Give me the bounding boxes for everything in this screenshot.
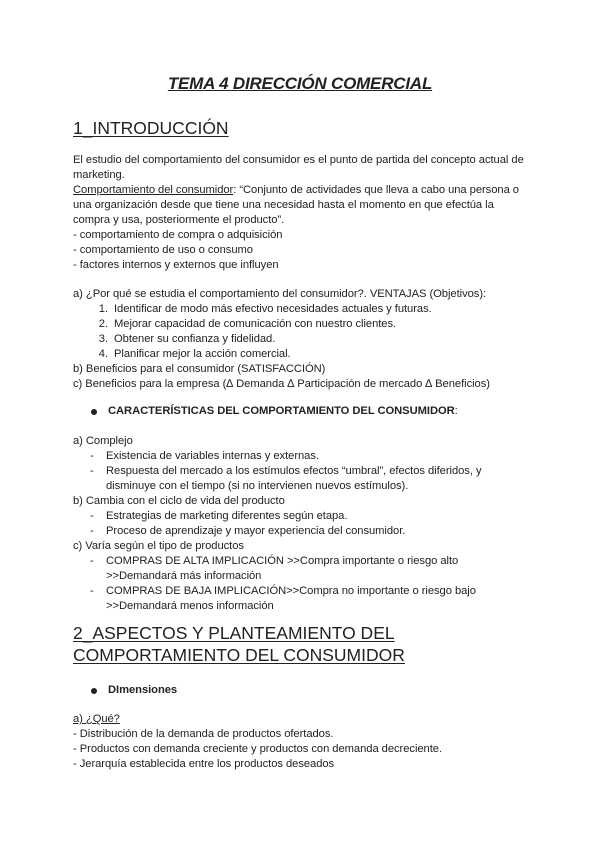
list-text: Mejorar capacidad de comunicación con nuestro clientes. <box>114 318 397 330</box>
characteristics-heading <box>108 404 458 419</box>
list-text: Identificar de modo más efectivo necesidades actuales y futuras. <box>114 303 432 315</box>
list-item <box>90 347 291 362</box>
char-b-label: b) Cambia con el ciclo de vida del producto <box>73 495 285 507</box>
list-item-continuation: >>Demandará menos información <box>106 600 274 612</box>
definition-line-3: compra y usa, posteriormente el producto”. <box>73 214 285 226</box>
characteristics-title: CARACTERÍSTICAS DEL COMPORTAMIENTO DEL CONSUMIDOR <box>108 405 455 417</box>
list-item: - Existencia de variables internas y externas. <box>90 450 319 462</box>
list-item-continuation: disminuye con el tiempo (si no intervienen nuevos estímulos). <box>106 480 409 492</box>
intro-line-1: El estudio del comportamiento del consumidor es el punto de partida del concepto actual de <box>73 154 524 166</box>
bullet-icon <box>91 409 97 415</box>
point-b: b) Beneficios para el consumidor (SATISFACCIÓN) <box>73 363 326 375</box>
list-number: 1. <box>98 303 108 315</box>
list-item: - comportamiento de uso o consumo <box>73 244 253 256</box>
dimensions-heading: DImensiones <box>108 684 178 696</box>
list-item: - Jerarquía establecida entre los productos deseados <box>73 758 335 770</box>
point-c: c) Beneficios para la empresa (∆ Demanda ∆ Participación de mercado ∆ Beneficios) <box>73 378 490 390</box>
document-title: TEMA 4 DIRECCIÓN COMERCIAL <box>167 74 433 93</box>
list-item: - COMPRAS DE BAJA IMPLICACIÓN>>Compra no importante o riesgo bajo <box>90 585 476 597</box>
definition-line-1 <box>73 183 519 198</box>
list-item <box>90 302 432 317</box>
list-text: Estrategias de marketing diferentes según etapa. <box>106 510 348 522</box>
section-2-heading-line-1: 2_ASPECTOS Y PLANTEAMIENTO DEL <box>73 623 395 643</box>
definition-line-2: una organización desde que tiene una necesidad hasta el momento en que efectúa la <box>73 199 494 211</box>
list-text: Respuesta del mercado a los estímulos efectos “umbral”, efectos diferidos, y <box>106 465 482 477</box>
list-item: - Proceso de aprendizaje y mayor experiencia del consumidor. <box>90 525 406 537</box>
list-item <box>90 317 396 332</box>
list-number: 2. <box>98 318 108 330</box>
list-text: COMPRAS DE ALTA IMPLICACIÓN >>Compra importante o riesgo alto <box>106 555 459 567</box>
section-2-heading-line-2: COMPORTAMIENTO DEL CONSUMIDOR <box>73 645 405 665</box>
list-item <box>90 332 275 347</box>
list-number: 4. <box>98 348 108 360</box>
question-a: a) ¿Por qué se estudia el comportamiento del consumidor?. VENTAJAS (Objetivos): <box>73 288 487 300</box>
list-item: - factores internos y externos que influyen <box>73 259 279 271</box>
list-text: Planificar mejor la acción comercial. <box>114 348 291 360</box>
list-item: - Respuesta del mercado a los estímulos efectos “umbral”, efectos diferidos, y <box>90 465 482 477</box>
list-item: - Distribución de la demanda de productos ofertados. <box>73 728 334 740</box>
list-item: - comportamiento de compra o adquisición <box>73 229 283 241</box>
definition-term: Comportamiento del consumidor <box>73 184 234 196</box>
list-number: 3. <box>98 333 108 345</box>
char-c-label: c) Varía según el tipo de productos <box>73 540 244 552</box>
list-item: - Estrategias de marketing diferentes según etapa. <box>90 510 348 522</box>
sub-a-label: a) ¿Qué? <box>73 713 120 725</box>
list-text: Existencia de variables internas y externas. <box>106 450 319 462</box>
intro-line-2: marketing. <box>73 169 125 181</box>
list-text: Proceso de aprendizaje y mayor experiencia del consumidor. <box>106 525 406 537</box>
bullet-icon <box>91 688 97 694</box>
list-item: - COMPRAS DE ALTA IMPLICACIÓN >>Compra importante o riesgo alto <box>90 555 459 567</box>
characteristics-colon: : <box>454 405 458 417</box>
list-text: COMPRAS DE BAJA IMPLICACIÓN>>Compra no importante o riesgo bajo <box>106 585 476 597</box>
section-1-heading: 1_INTRODUCCIÓN <box>73 118 229 138</box>
list-item: - Productos con demanda creciente y productos con demanda decreciente. <box>73 743 443 755</box>
list-item-continuation: >>Demandará más información <box>106 570 262 582</box>
char-a-label: a) Complejo <box>73 435 133 447</box>
list-text: Obtener su confianza y fidelidad. <box>114 333 276 345</box>
definition-text: : “Conjunto de actividades que lleva a cabo una persona o <box>233 184 519 196</box>
